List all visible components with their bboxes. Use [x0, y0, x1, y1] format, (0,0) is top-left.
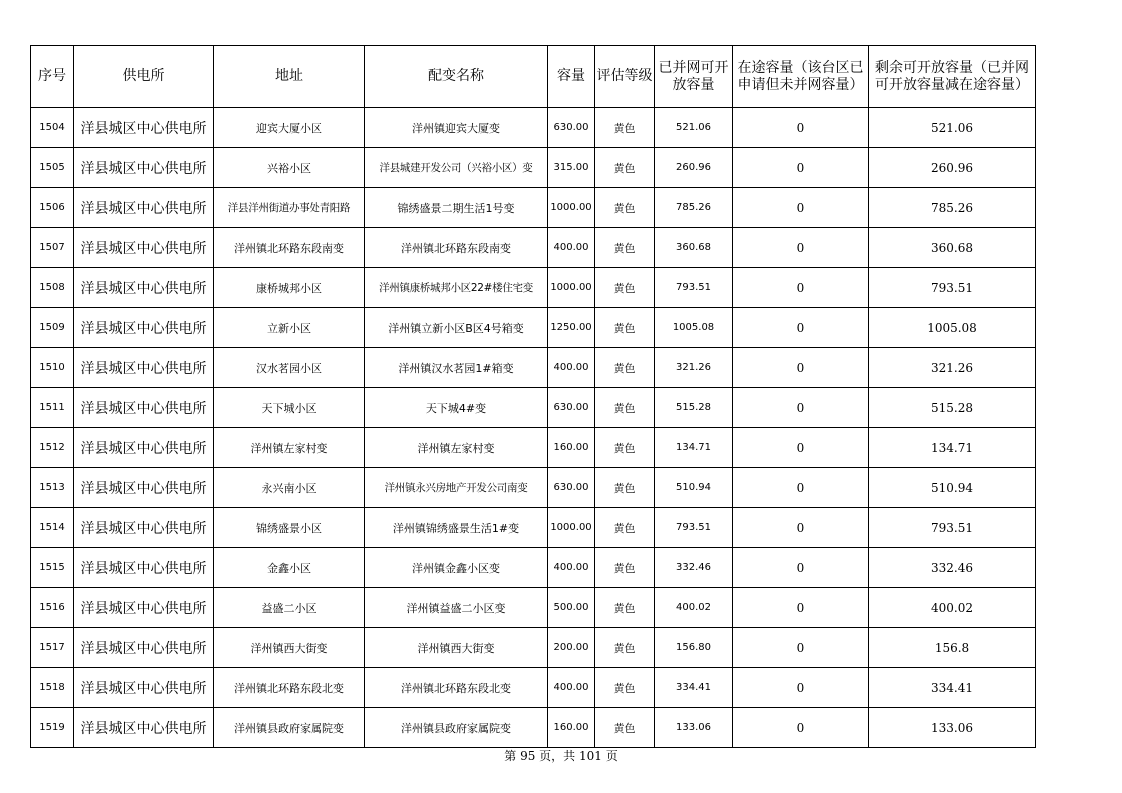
- cell-capacity: 1000.00: [548, 508, 595, 548]
- cell-transformer: 洋州镇康桥城邦小区22#楼住宅变: [365, 268, 548, 308]
- cell-seq: 1505: [31, 148, 74, 188]
- cell-capacity: 630.00: [548, 108, 595, 148]
- cell-level: 黄色: [595, 588, 655, 628]
- table-row: [31, 388, 1036, 428]
- table-row: [31, 668, 1036, 708]
- cell-net-open: 133.06: [655, 708, 733, 748]
- header-in-transit: 在途容量（该台区已申请但未并网容量）: [733, 46, 869, 108]
- cell-in-transit: 0: [733, 228, 869, 268]
- cell-in-transit: 0: [733, 148, 869, 188]
- cell-level: 黄色: [595, 308, 655, 348]
- cell-transformer: 洋州镇立新小区B区4号箱变: [365, 308, 548, 348]
- cell-capacity: 1000.00: [548, 268, 595, 308]
- page-footer: 第 95 页，共 101 页: [504, 749, 618, 763]
- cell-in-transit: 0: [733, 268, 869, 308]
- cell-station: 洋县城区中心供电所: [74, 228, 214, 268]
- cell-seq: 1512: [31, 428, 74, 468]
- cell-net-open: 510.94: [655, 468, 733, 508]
- cell-net-open: 521.06: [655, 108, 733, 148]
- table-row: [31, 308, 1036, 348]
- cell-level: 黄色: [595, 708, 655, 748]
- cell-remaining: 400.02: [869, 588, 1036, 628]
- cell-seq: 1516: [31, 588, 74, 628]
- cell-seq: 1515: [31, 548, 74, 588]
- cell-address: 永兴南小区: [214, 468, 365, 508]
- cell-level: 黄色: [595, 188, 655, 228]
- table-row: [31, 588, 1036, 628]
- cell-seq: 1511: [31, 388, 74, 428]
- cell-net-open: 793.51: [655, 508, 733, 548]
- cell-address: 锦绣盛景小区: [214, 508, 365, 548]
- cell-seq: 1510: [31, 348, 74, 388]
- cell-transformer: 洋州镇锦绣盛景生活1#变: [365, 508, 548, 548]
- table-row: [31, 708, 1036, 748]
- cell-station: 洋县城区中心供电所: [74, 588, 214, 628]
- cell-net-open: 360.68: [655, 228, 733, 268]
- cell-level: 黄色: [595, 388, 655, 428]
- cell-transformer: 洋州镇西大街变: [365, 628, 548, 668]
- table-row: [31, 628, 1036, 668]
- cell-level: 黄色: [595, 228, 655, 268]
- cell-station: 洋县城区中心供电所: [74, 468, 214, 508]
- cell-in-transit: 0: [733, 508, 869, 548]
- cell-capacity: 400.00: [548, 228, 595, 268]
- cell-capacity: 400.00: [548, 348, 595, 388]
- cell-remaining: 260.96: [869, 148, 1036, 188]
- cell-remaining: 793.51: [869, 268, 1036, 308]
- cell-transformer: 洋县城建开发公司（兴裕小区）变: [365, 148, 548, 188]
- capacity-table: [30, 45, 1036, 748]
- cell-in-transit: 0: [733, 548, 869, 588]
- cell-net-open: 156.80: [655, 628, 733, 668]
- cell-seq: 1518: [31, 668, 74, 708]
- header-station: 供电所: [74, 46, 214, 108]
- cell-net-open: 260.96: [655, 148, 733, 188]
- cell-level: 黄色: [595, 508, 655, 548]
- cell-capacity: 1250.00: [548, 308, 595, 348]
- cell-capacity: 200.00: [548, 628, 595, 668]
- header-remaining: 剩余可开放容量（已并网可开放容量减在途容量）: [869, 46, 1036, 108]
- cell-transformer: 洋州镇益盛二小区变: [365, 588, 548, 628]
- header-capacity: 容量: [548, 46, 595, 108]
- cell-net-open: 515.28: [655, 388, 733, 428]
- cell-in-transit: 0: [733, 588, 869, 628]
- cell-station: 洋县城区中心供电所: [74, 708, 214, 748]
- cell-capacity: 160.00: [548, 428, 595, 468]
- cell-transformer: 洋州镇迎宾大厦变: [365, 108, 548, 148]
- cell-seq: 1508: [31, 268, 74, 308]
- cell-remaining: 515.28: [869, 388, 1036, 428]
- cell-in-transit: 0: [733, 108, 869, 148]
- cell-capacity: 400.00: [548, 668, 595, 708]
- cell-capacity: 315.00: [548, 148, 595, 188]
- cell-net-open: 785.26: [655, 188, 733, 228]
- cell-station: 洋县城区中心供电所: [74, 268, 214, 308]
- cell-seq: 1504: [31, 108, 74, 148]
- cell-capacity: 400.00: [548, 548, 595, 588]
- cell-level: 黄色: [595, 428, 655, 468]
- cell-capacity: 500.00: [548, 588, 595, 628]
- cell-remaining: 510.94: [869, 468, 1036, 508]
- cell-address: 金鑫小区: [214, 548, 365, 588]
- cell-remaining: 785.26: [869, 188, 1036, 228]
- cell-remaining: 321.26: [869, 348, 1036, 388]
- cell-capacity: 630.00: [548, 468, 595, 508]
- cell-seq: 1506: [31, 188, 74, 228]
- cell-net-open: 1005.08: [655, 308, 733, 348]
- cell-seq: 1509: [31, 308, 74, 348]
- cell-address: 洋县洋州街道办事处青阳路: [214, 188, 365, 228]
- cell-remaining: 332.46: [869, 548, 1036, 588]
- cell-capacity: 630.00: [548, 388, 595, 428]
- cell-in-transit: 0: [733, 468, 869, 508]
- cell-net-open: 793.51: [655, 268, 733, 308]
- cell-transformer: 洋州镇金鑫小区变: [365, 548, 548, 588]
- cell-level: 黄色: [595, 548, 655, 588]
- cell-transformer: 锦绣盛景二期生活1号变: [365, 188, 548, 228]
- header-transformer: 配变名称: [365, 46, 548, 108]
- table-row: [31, 548, 1036, 588]
- cell-station: 洋县城区中心供电所: [74, 428, 214, 468]
- cell-address: 立新小区: [214, 308, 365, 348]
- cell-remaining: 334.41: [869, 668, 1036, 708]
- cell-transformer: 洋州镇北环路东段北变: [365, 668, 548, 708]
- cell-address: 汉水茗园小区: [214, 348, 365, 388]
- cell-in-transit: 0: [733, 388, 869, 428]
- cell-address: 洋州镇左家村变: [214, 428, 365, 468]
- table-row: [31, 148, 1036, 188]
- cell-in-transit: 0: [733, 348, 869, 388]
- cell-seq: 1517: [31, 628, 74, 668]
- table-row: [31, 228, 1036, 268]
- cell-net-open: 334.41: [655, 668, 733, 708]
- cell-address: 洋州镇北环路东段南变: [214, 228, 365, 268]
- header-net-open: 已并网可开放容量: [655, 46, 733, 108]
- cell-address: 洋州镇西大街变: [214, 628, 365, 668]
- cell-net-open: 400.02: [655, 588, 733, 628]
- header-row: [31, 46, 1036, 108]
- cell-station: 洋县城区中心供电所: [74, 348, 214, 388]
- cell-seq: 1513: [31, 468, 74, 508]
- cell-remaining: 134.71: [869, 428, 1036, 468]
- cell-level: 黄色: [595, 348, 655, 388]
- cell-level: 黄色: [595, 628, 655, 668]
- cell-station: 洋县城区中心供电所: [74, 508, 214, 548]
- cell-remaining: 156.8: [869, 628, 1036, 668]
- cell-address: 洋州镇北环路东段北变: [214, 668, 365, 708]
- cell-remaining: 793.51: [869, 508, 1036, 548]
- cell-transformer: 天下城4#变: [365, 388, 548, 428]
- cell-in-transit: 0: [733, 188, 869, 228]
- cell-in-transit: 0: [733, 628, 869, 668]
- cell-net-open: 332.46: [655, 548, 733, 588]
- cell-net-open: 134.71: [655, 428, 733, 468]
- cell-seq: 1507: [31, 228, 74, 268]
- cell-station: 洋县城区中心供电所: [74, 548, 214, 588]
- cell-level: 黄色: [595, 148, 655, 188]
- cell-in-transit: 0: [733, 668, 869, 708]
- cell-station: 洋县城区中心供电所: [74, 308, 214, 348]
- cell-transformer: 洋州镇永兴房地产开发公司南变: [365, 468, 548, 508]
- cell-seq: 1514: [31, 508, 74, 548]
- cell-transformer: 洋州镇北环路东段南变: [365, 228, 548, 268]
- table-row: [31, 108, 1036, 148]
- cell-transformer: 洋州镇县政府家属院变: [365, 708, 548, 748]
- cell-level: 黄色: [595, 108, 655, 148]
- cell-remaining: 360.68: [869, 228, 1036, 268]
- cell-remaining: 521.06: [869, 108, 1036, 148]
- cell-address: 洋州镇县政府家属院变: [214, 708, 365, 748]
- table-row: [31, 268, 1036, 308]
- cell-capacity: 160.00: [548, 708, 595, 748]
- cell-remaining: 1005.08: [869, 308, 1036, 348]
- cell-in-transit: 0: [733, 308, 869, 348]
- cell-in-transit: 0: [733, 708, 869, 748]
- cell-station: 洋县城区中心供电所: [74, 668, 214, 708]
- header-seq: 序号: [31, 46, 74, 108]
- cell-station: 洋县城区中心供电所: [74, 188, 214, 228]
- cell-station: 洋县城区中心供电所: [74, 388, 214, 428]
- cell-in-transit: 0: [733, 428, 869, 468]
- table-row: [31, 508, 1036, 548]
- header-address: 地址: [214, 46, 365, 108]
- cell-net-open: 321.26: [655, 348, 733, 388]
- table-row: [31, 188, 1036, 228]
- cell-level: 黄色: [595, 468, 655, 508]
- header-level: 评估等级: [595, 46, 655, 108]
- cell-address: 益盛二小区: [214, 588, 365, 628]
- cell-remaining: 133.06: [869, 708, 1036, 748]
- cell-capacity: 1000.00: [548, 188, 595, 228]
- cell-address: 兴裕小区: [214, 148, 365, 188]
- cell-transformer: 洋州镇汉水茗园1#箱变: [365, 348, 548, 388]
- cell-seq: 1519: [31, 708, 74, 748]
- cell-station: 洋县城区中心供电所: [74, 148, 214, 188]
- cell-level: 黄色: [595, 268, 655, 308]
- cell-address: 康桥城邦小区: [214, 268, 365, 308]
- cell-transformer: 洋州镇左家村变: [365, 428, 548, 468]
- cell-level: 黄色: [595, 668, 655, 708]
- cell-address: 天下城小区: [214, 388, 365, 428]
- cell-station: 洋县城区中心供电所: [74, 628, 214, 668]
- table-row: [31, 348, 1036, 388]
- cell-station: 洋县城区中心供电所: [74, 108, 214, 148]
- table-row: [31, 468, 1036, 508]
- cell-address: 迎宾大厦小区: [214, 108, 365, 148]
- table-row: [31, 428, 1036, 468]
